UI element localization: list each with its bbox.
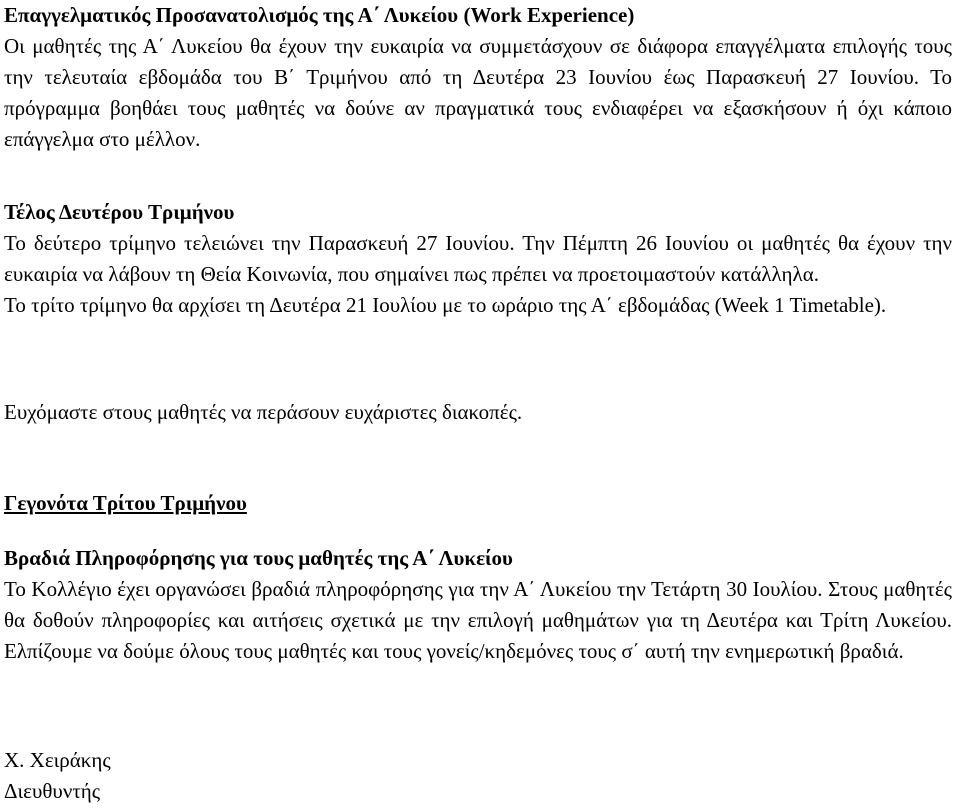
holiday-wishes-text: Ευχόμαστε στους μαθητές να περάσουν ευχάριστες διακοπές.: [4, 400, 523, 424]
end-of-term-paragraph-1: Το δεύτερο τρίμηνο τελειώνει την Παρασκευή 27 Ιουνίου. Την Πέμπτη 26 Ιουνίου οι μαθητές θα έχουν την ευκαιρία να λάβουν τη Θεία Κοινωνία, που σημαίνει πως πρέπει να προετοιμαστούν κατάλληλα.: [4, 231, 952, 286]
end-of-term-section: [4, 197, 952, 321]
signature-name: Χ. Χειράκης: [4, 748, 111, 772]
end-of-term-paragraph-2: Το τρίτο τρίμηνο θα αρχίσει τη Δευτέρα 21 Ιουλίου με το ωράριο της Α΄ εβδομάδας (Week 1 Timetable).: [4, 293, 887, 317]
end-of-term-heading: Τέλος Δευτέρου Τριμήνου: [4, 200, 235, 224]
third-term-events-heading: Γεγονότα Τρίτου Τριμήνου: [4, 491, 247, 515]
work-experience-body: Οι μαθητές της Α΄ Λυκείου θα έχουν την ευκαιρία να συμμετάσχουν σε διάφορα επαγγέλματα επιλογής τους την τελευταία εβδομάδα του Β΄ Τριμήνου από τη Δευτέρα 23 Ιουνίου έως Παρασκευή 27 Ιουνίου. Το πρόγραμμα βοηθάει τους μαθητές να δούνε αν πραγματικά τους ενδιαφέρει να εξασκήσουν ή όχι κάποιο επάγγελμα στο μέλλον.: [4, 34, 952, 151]
holiday-wishes-section: [4, 397, 952, 428]
info-evening-section: [4, 543, 952, 667]
work-experience-section: [4, 0, 952, 155]
work-experience-heading: Επαγγελματικός Προσανατολισμός της Α΄ Λυκείου (Work Experience): [4, 3, 635, 27]
signature-title: Διευθυντής: [4, 779, 101, 803]
info-evening-body: Το Κολλέγιο έχει οργανώσει βραδιά πληροφόρησης για την Α΄ Λυκείου την Τετάρτη 30 Ιουλίου. Στους μαθητές θα δοθούν πληροφορίες και αιτήσεις σχετικά με την επιλογή μαθημάτων για τη Δευτέρα και Τρίτη Λυκείου. Ελπίζουμε να δούμε όλους τους μαθητές και τους γονείς/κηδεμόνες τους σ΄ αυτή την ενημερωτική βραδιά.: [4, 577, 952, 663]
signature-block: [4, 745, 952, 807]
info-evening-heading: Βραδιά Πληροφόρησης για τους μαθητές της Α΄ Λυκείου: [4, 546, 513, 570]
third-term-events-section: [4, 488, 952, 519]
